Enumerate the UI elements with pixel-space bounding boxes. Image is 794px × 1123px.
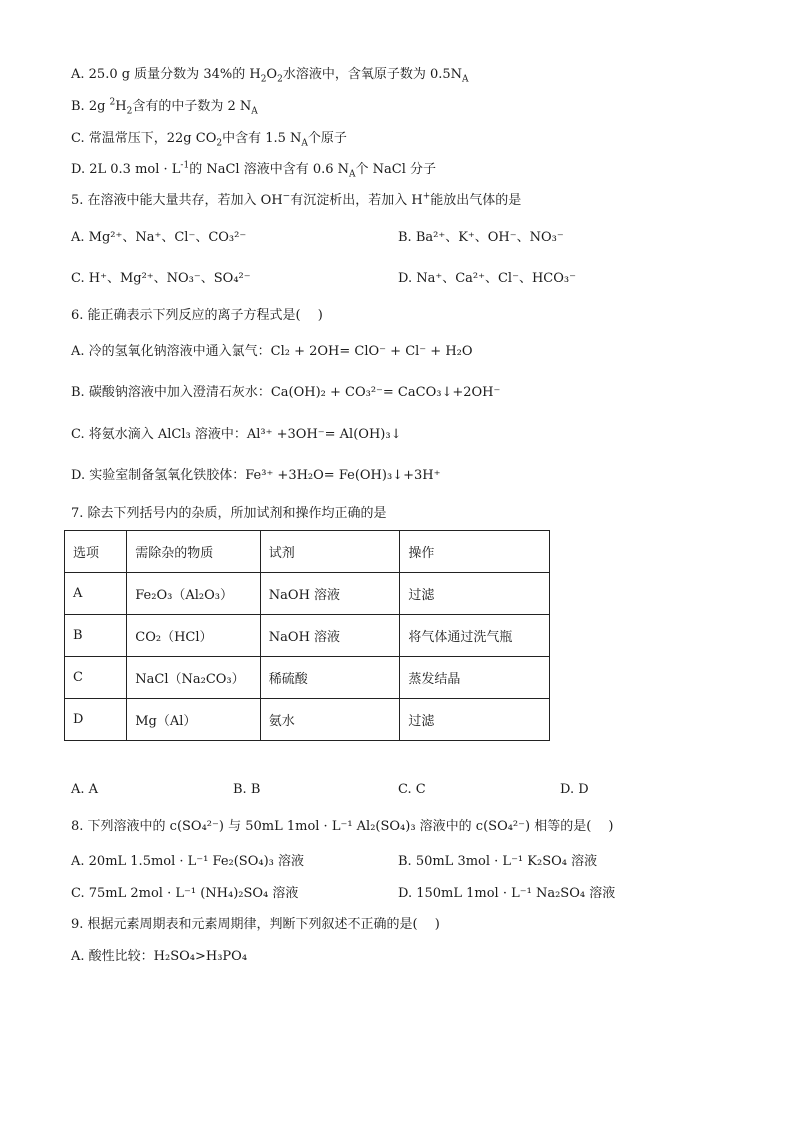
table-cell: 过滤 (400, 573, 550, 615)
q7-answer-b: B. B (233, 782, 261, 797)
q4-option-d: D. 2L 0.3 mol · $L^{-1}$的 NaCl 溶液中含有 0.6 $N_A$个 NaCl 分子 (71, 160, 437, 180)
q9-stem: 9. 根据元素周期表和元素周期律，判断下列叙述不正确的是( ) (71, 917, 440, 932)
table-row (65, 573, 550, 615)
table-header-cell: 试剂 (260, 531, 400, 573)
q6-option-c: C. 将氨水滴入 AlCl₃ 溶液中：Al³⁺ +3OH⁻= Al(OH)₃↓ (71, 427, 402, 442)
q7-answer-c: C. C (398, 782, 426, 797)
table-cell: Mg（Al） (127, 699, 261, 741)
table-cell: NaCl（Na₂CO₃） (127, 657, 261, 699)
table-cell: Fe₂O₃（Al₂O₃） (127, 573, 261, 615)
q6-option-b: B. 碳酸钠溶液中加入澄清石灰水：Ca(OH)₂ + CO₃²⁻= CaCO₃↓+2OH⁻ (71, 385, 501, 400)
q8-option-d: D. 150mL 1mol · L⁻¹ Na₂SO₄ 溶液 (398, 886, 616, 901)
table-header-cell: 需除杂的物质 (127, 531, 261, 573)
table-row (65, 615, 550, 657)
table-header-cell: 选项 (65, 531, 127, 573)
q7-table (64, 530, 550, 741)
table-cell: 蒸发结晶 (400, 657, 550, 699)
q4-option-b: B. 2g $^2H_2$含有的中子数为 2 $N_A$ (71, 97, 258, 117)
q4-option-c: C. 常温常压下，22g $CO_2$中含有 1.5 $N_A$个原子 (71, 131, 347, 149)
table-cell: 氨水 (260, 699, 400, 741)
q9-option-a: A. 酸性比较：H₂SO₄>H₃PO₄ (71, 949, 248, 964)
table-header-row (65, 531, 550, 573)
table-row (65, 657, 550, 699)
q5-option-a: A. Mg²⁺、Na⁺、Cl⁻、CO₃²⁻ (71, 230, 247, 245)
q5-stem: 5. 在溶液中能大量共存，若加入 OH−有沉淀析出，若加入 H+能放出气体的是 (71, 191, 522, 208)
table-cell: B (65, 615, 127, 657)
table-row (65, 699, 550, 741)
q7-answer-d: D. D (560, 782, 589, 797)
table-cell: CO₂（HCl） (127, 615, 261, 657)
q8-option-a: A. 20mL 1.5mol · L⁻¹ Fe₂(SO₄)₃ 溶液 (71, 854, 304, 869)
q7-answer-a: A. A (71, 782, 99, 797)
q8-option-b: B. 50mL 3mol · L⁻¹ K₂SO₄ 溶液 (398, 854, 598, 869)
q8-stem: 8. 下列溶液中的 c(SO₄²⁻) 与 50mL 1mol · L⁻¹ Al₂(SO₄)₃ 溶液中的 c(SO₄²⁻) 相等的是( ) (71, 819, 614, 834)
q5-option-d: D. Na⁺、Ca²⁺、Cl⁻、HCO₃⁻ (398, 271, 576, 286)
table-cell: A (65, 573, 127, 615)
table-cell: D (65, 699, 127, 741)
q8-option-c: C. 75mL 2mol · L⁻¹ (NH₄)₂SO₄ 溶液 (71, 886, 299, 901)
q5-option-b: B. Ba²⁺、K⁺、OH⁻、NO₃⁻ (398, 230, 564, 245)
q7-stem: 7. 除去下列括号内的杂质，所加试剂和操作均正确的是 (71, 506, 387, 521)
q5-option-c: C. H⁺、Mg²⁺、NO₃⁻、SO₄²⁻ (71, 271, 251, 286)
table-cell: 将气体通过洗气瓶 (400, 615, 550, 657)
q4-option-a: A. 25.0 g 质量分数为 34%的 $H_2O_2$水溶液中，含氧原子数为 $0.5N_A$ (71, 67, 469, 85)
table-cell: C (65, 657, 127, 699)
q6-stem: 6. 能正确表示下列反应的离子方程式是( ) (71, 308, 323, 323)
table-header-cell: 操作 (400, 531, 550, 573)
q6-option-d: D. 实验室制备氢氧化铁胶体：Fe³⁺ +3H₂O= Fe(OH)₃↓+3H⁺ (71, 468, 441, 483)
q6-option-a: A. 冷的氢氧化钠溶液中通入氯气：Cl₂ + 2OH= ClO⁻ + Cl⁻ + H₂O (71, 344, 473, 359)
table-cell: 稀硫酸 (260, 657, 400, 699)
table-cell: NaOH 溶液 (260, 573, 400, 615)
table-cell: NaOH 溶液 (260, 615, 400, 657)
table-cell: 过滤 (400, 699, 550, 741)
